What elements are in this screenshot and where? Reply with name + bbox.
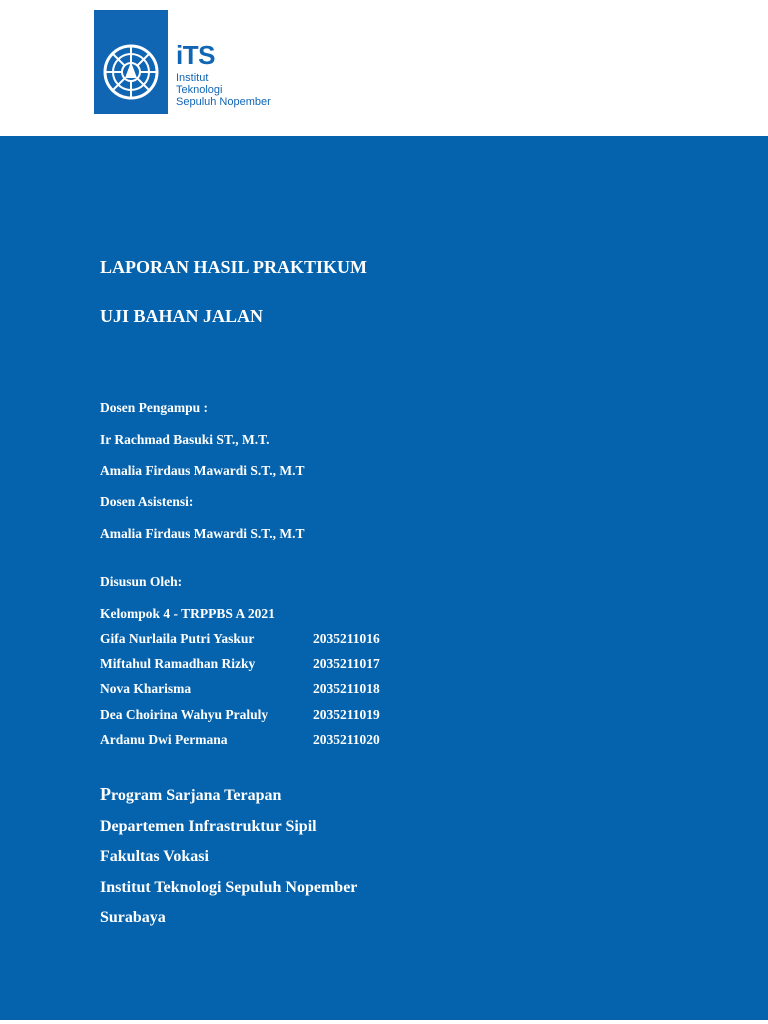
member-nim: 2035211020 [313,732,380,747]
member-nim: 2035211016 [313,631,380,646]
member-nim: 2035211017 [313,656,380,671]
dosen-asistensi-name: Amalia Firdaus Mawardi S.T., M.T [100,526,305,541]
department-name: Departemen Infrastruktur Sipil [100,818,317,835]
dosen-asistensi-label: Dosen Asistensi: [100,494,194,509]
member-nim: 2035211018 [313,681,380,696]
faculty-name: Fakultas Vokasi [100,848,209,865]
its-name-line: Institut [176,72,209,84]
member-name: Nova Kharisma [100,681,192,696]
program-rest: rogram Sarjana Terapan [111,787,282,804]
member-name: Gifa Nurlaila Putri Yaskur [100,631,255,646]
group-name: Kelompok 4 - TRPPBS A 2021 [100,606,275,621]
its-full-name [176,72,271,108]
its-wordmark: iTS [176,40,215,70]
disusun-label: Disusun Oleh: [100,574,183,589]
program-name [100,784,281,805]
member-name: Dea Choirina Wahyu Praluly [100,707,269,722]
header [0,0,768,136]
report-subtitle: UJI BAHAN JALAN [100,306,264,326]
its-name-line: Sepuluh Nopember [176,96,271,108]
university-name: Institut Teknologi Sepuluh Nopember [100,879,358,896]
cover-body [0,136,768,1020]
report-title: LAPORAN HASIL PRAKTIKUM [100,257,368,277]
member-name: Ardanu Dwi Permana [100,732,228,747]
dosen-pengampu-name: Amalia Firdaus Mawardi S.T., M.T [100,463,305,478]
member-name: Miftahul Ramadhan Rizky [100,656,256,671]
program-initial: P [100,784,111,804]
its-emblem-icon [94,10,168,114]
member-nim: 2035211019 [313,707,380,722]
its-name-line: Teknologi [176,84,223,96]
city-name: Surabaya [100,909,166,926]
dosen-pengampu-label: Dosen Pengampu : [100,400,209,415]
dosen-pengampu-name: Ir Rachmad Basuki ST., M.T. [100,432,270,447]
